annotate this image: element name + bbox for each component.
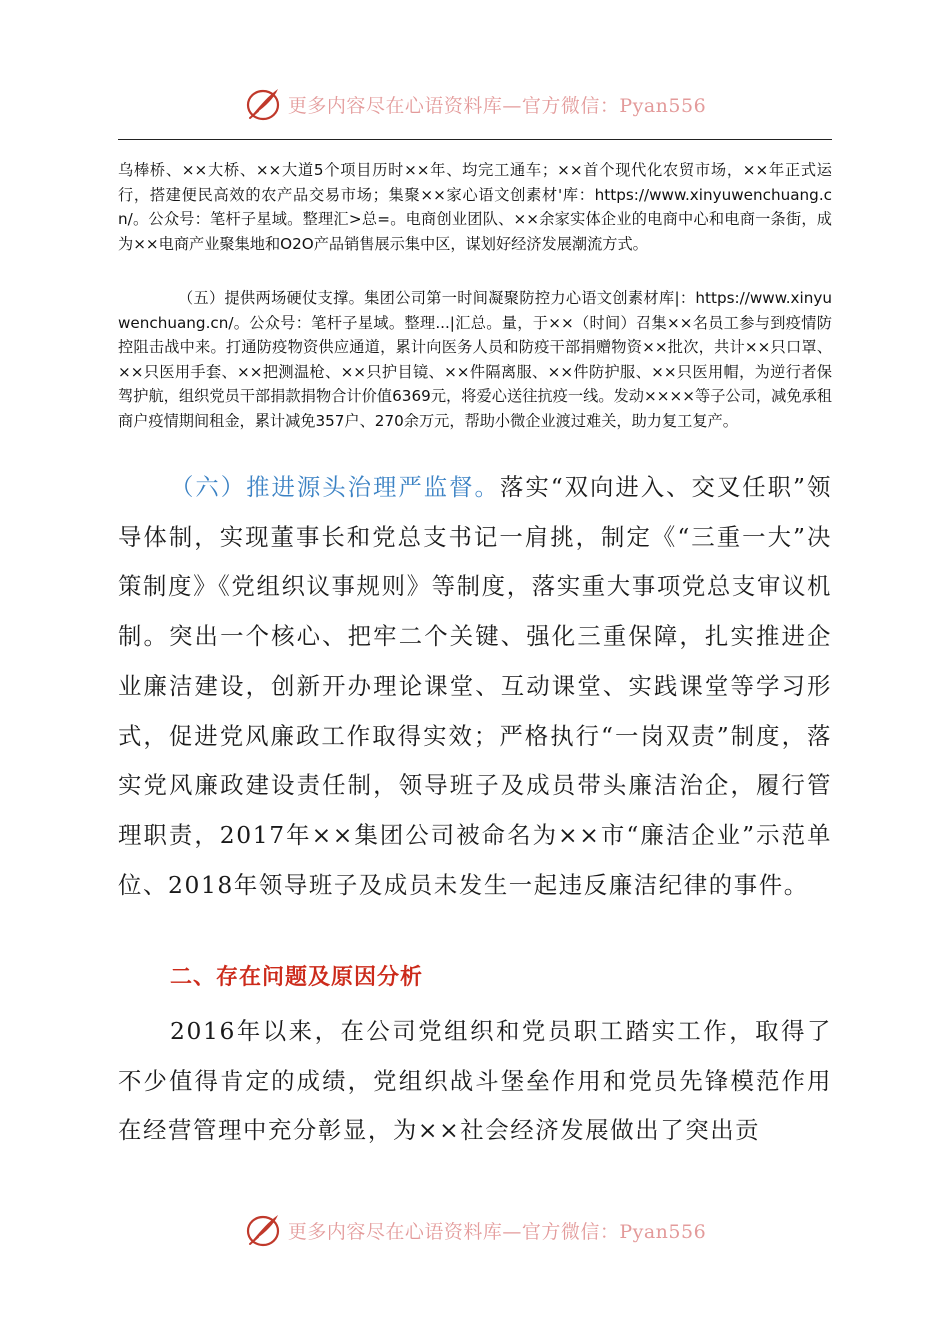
paragraph-analysis: 2016年以来，在公司党组织和党员职工踏实工作，取得了不少值得肯定的成绩，党组织战斗堡垒作用和党员先锋模范作用在经营管理中充分彰显，为××社会经济发展做出了突出贡 [118, 1017, 832, 1145]
header-rule [118, 139, 832, 140]
footer-banner [0, 1208, 950, 1252]
feather-pen-logo-icon [244, 84, 284, 124]
section-heading: 二、存在问题及原因分析 [170, 965, 424, 990]
section-body: 落实“双向进入、交叉任职”领导体制，实现董事长和党总支书记一肩挑，制定《“三重一大”决策制度》《党组织议事规则》等制度，落实重大事项党总支审议机制。突出一个核心、把牢二个关键、强化三重保障，扎实推进企业廉洁建设，创新开办理论课堂、互动课堂、实践课堂等学习形式，促进党风廉政工作取得实效；严格执行“一岗双责”制度，落实党风廉政建设责任制，领导班子及成员带头廉洁治企，履行管理职责，2017年××集团公司被命名为××市“廉洁企业”示范单位、2018年领导班子及成员未发生一起违反廉洁纪律的事件。 [118, 473, 832, 899]
feather-pen-logo-icon [244, 1210, 284, 1250]
paragraph-epidemic-support: （五）提供两场硬仗支撑。集团公司第一时间凝聚防控力心语文创素材库|：https://www.xinyuwenchuang.cn/。公众号：笔杆子星域。整理...|汇总。量，于××（时间）召集××名员工参与到疫情防控阻击战中来。打通防疫物资供应通道，累计向医务人员和防疫干部捐赠物资××批次，共计××只口罩、××只医用手套、××把测温枪、××只护目镜、××件隔离服、××件防护服、××只医用帽，为逆行者保驾护航，组织党员干部捐款捐物合计价值6369元，将爱心送往抗疫一线。发动××××等子公司，减免承租商户疫情期间租金，累计减免357户、270余万元，帮助小微企业渡过难关，助力复工复产。 [118, 289, 832, 430]
section-subheading: （六）推进源头治理严监督。 [170, 473, 500, 501]
paragraph-supervision [118, 463, 832, 910]
banner-text: 更多内容尽在心语资料库—官方微信：Pyan556 [287, 94, 707, 117]
header-banner [0, 82, 950, 126]
banner-text: 更多内容尽在心语资料库—官方微信：Pyan556 [287, 1220, 707, 1243]
paragraph-projects: 乌棒桥、××大桥、××大道5个项目历时××年、均完工通车；××首个现代化农贸市场，××年正式运行，搭建便民高效的农产品交易市场；集聚××家心语文创素材'库：https://www.xinyuwenchuang.cn/。公众号：笔杆子星域。整理汇>总=。电商创业团队、××余家实体企业的电商中心和电商一条街，成为××电商产业聚集地和O2O产品销售展示集中区，谋划好经济发展潮流方式。 [118, 161, 832, 253]
